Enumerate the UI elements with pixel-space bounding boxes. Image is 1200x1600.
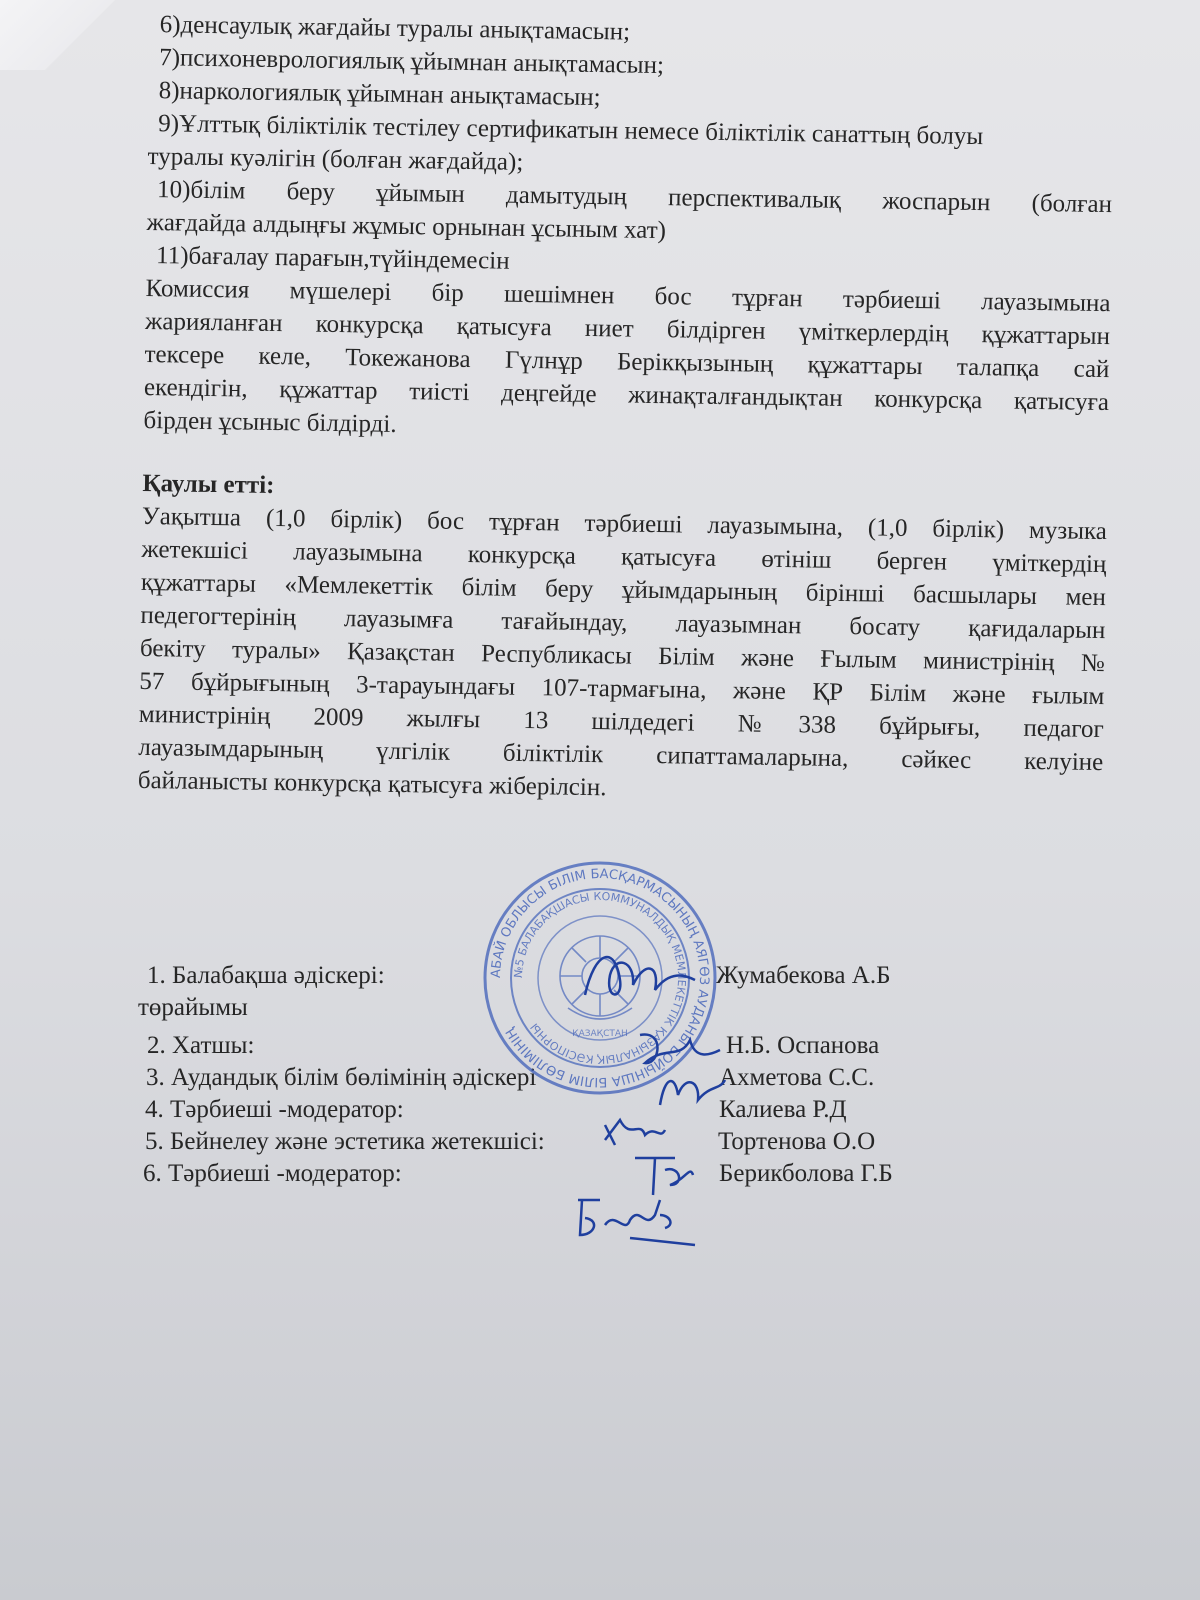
signature-row: [143, 1126, 943, 1158]
signer-role: 6. Тәрбиеші -модератор:: [143, 1160, 402, 1187]
stamp-center-text: ҚАЗАҚСТАН: [572, 1029, 628, 1039]
text-line: бірден ұсыныс білдірді.: [143, 406, 397, 438]
signer-role-cont: төрайымы: [138, 994, 248, 1021]
signature-row: [143, 1158, 943, 1190]
text-line: жарияланған конкурсқа қатысуға ниет білдірген үміткерлердің құжаттарын: [144, 307, 1111, 351]
text-line: министрінің 2009 жылғы 13 шілдедегі №338 бұйрығы, педагог: [138, 700, 1104, 744]
text-line: 57 бұйрығының 3-тарауындағы 107-тармағына, және ҚР Білім және ғылым: [139, 667, 1105, 711]
signer-name: Жумабекова А.Б: [716, 962, 891, 989]
document-body: [138, 8, 1115, 812]
resolution-heading: Қаулы етті:: [142, 469, 275, 500]
signer-role: 5. Бейнелеу және эстетика жетекшісі:: [145, 1128, 545, 1155]
signer-name: Тортенова О.О: [718, 1128, 876, 1155]
list-item: 7)психоневрологиялық ұйымнан анықтамасын;: [159, 44, 665, 80]
text-line: байланысты конкурсқа қатысуға жіберілсін.: [137, 766, 607, 802]
text-line: тексере келе, Токежанова Гүлнұр Берікқызының құжаттары талапқа сай: [144, 340, 1110, 384]
signature-mark: [650, 1065, 730, 1110]
text-line: Уақытша (1,0 бірлік) бос тұрған тәрбиеші лауазымына, (1,0 бірлік) музыка: [141, 502, 1108, 546]
list-item: 10)білім беру ұйымын дамытудың перспективалық жоспарын (болған: [156, 176, 1113, 219]
signature-mark: [570, 1190, 700, 1250]
list-item: 6)денсаулық жағдайы туралы анықтамасын;: [159, 11, 631, 46]
signer-role: 4. Тәрбиеші -модератор:: [145, 1096, 404, 1123]
text-line: лауазымдарының үлгілік біліктілік сипаттамаларына, сәйкес келуіне: [138, 733, 1104, 777]
text-line: туралы куәлігін (болған жағдайда);: [147, 142, 524, 176]
signer-name: Ахметова С.С.: [719, 1064, 875, 1091]
signer-role: 1. Балабақша әдіскері:: [147, 962, 385, 989]
list-item: 8)наркологиялық ұйымнан анықтамасын;: [158, 77, 601, 112]
stamp-inner-text: №5 БАЛАБАҚШАСЫ КОММУНАЛДЫҚ МЕМЛЕКЕТТІК ҚАЗЫНАЛЫҚ КӘСІПОРНЫ: [511, 889, 689, 1067]
text-line: Комиссия мүшелері бір шешімнен бос тұрған тәрбиеші лауазымына: [145, 274, 1111, 318]
text-line: жетекшісі лауазымына конкурсқа қатысуға өтініш берген үміткердің: [141, 535, 1107, 579]
signer-name: Н.Б. Оспанова: [726, 1032, 880, 1059]
signer-role: 3. Аудандық білім бөлімінің әдіскері: [146, 1064, 537, 1091]
text-line: екендігін, құжаттар тиісті деңгейде жинақталғандықтан конкурсқа қатысуға: [143, 373, 1110, 417]
folded-corner: [0, 0, 120, 70]
text-line: құжаттары «Мемлекеттік білім беру ұйымдарының бірінші басшылары мен: [140, 568, 1107, 612]
signature-row: [143, 1094, 943, 1126]
signature-mark: [600, 1110, 670, 1150]
list-item: 11)бағалау парағын,түйіндемесін: [155, 242, 510, 275]
list-item: 9)Ұлттық біліктілік тестілеу сертификатын немесе біліктілік санаттың болуы: [157, 110, 984, 151]
signer-name: Калиева Р.Д: [719, 1096, 847, 1123]
signer-name: Берикболова Г.Б: [719, 1160, 893, 1187]
stamp-outer-text: АБАЙ ОБЛЫСЫ БІЛІМ БАСҚАРМАСЫНЫҢ АЯГӨЗ АУДАНЫ БОЙЫНША БІЛІМ БӨЛІМІНІҢ: [488, 866, 712, 1090]
signature-mark: [575, 940, 705, 1010]
signer-role: 2. Хатшы:: [147, 1032, 255, 1059]
text-line: педегогтерінің лауазымға тағайындау, лауазымнан босату қағидаларын: [140, 601, 1106, 645]
text-line: бекіту туралы» Қазақстан Республикасы Білім және Ғылым министрінің №: [139, 634, 1106, 678]
text-line: жағдайда алдыңғы жұмыс орнынан ұсыным хат): [146, 208, 667, 245]
